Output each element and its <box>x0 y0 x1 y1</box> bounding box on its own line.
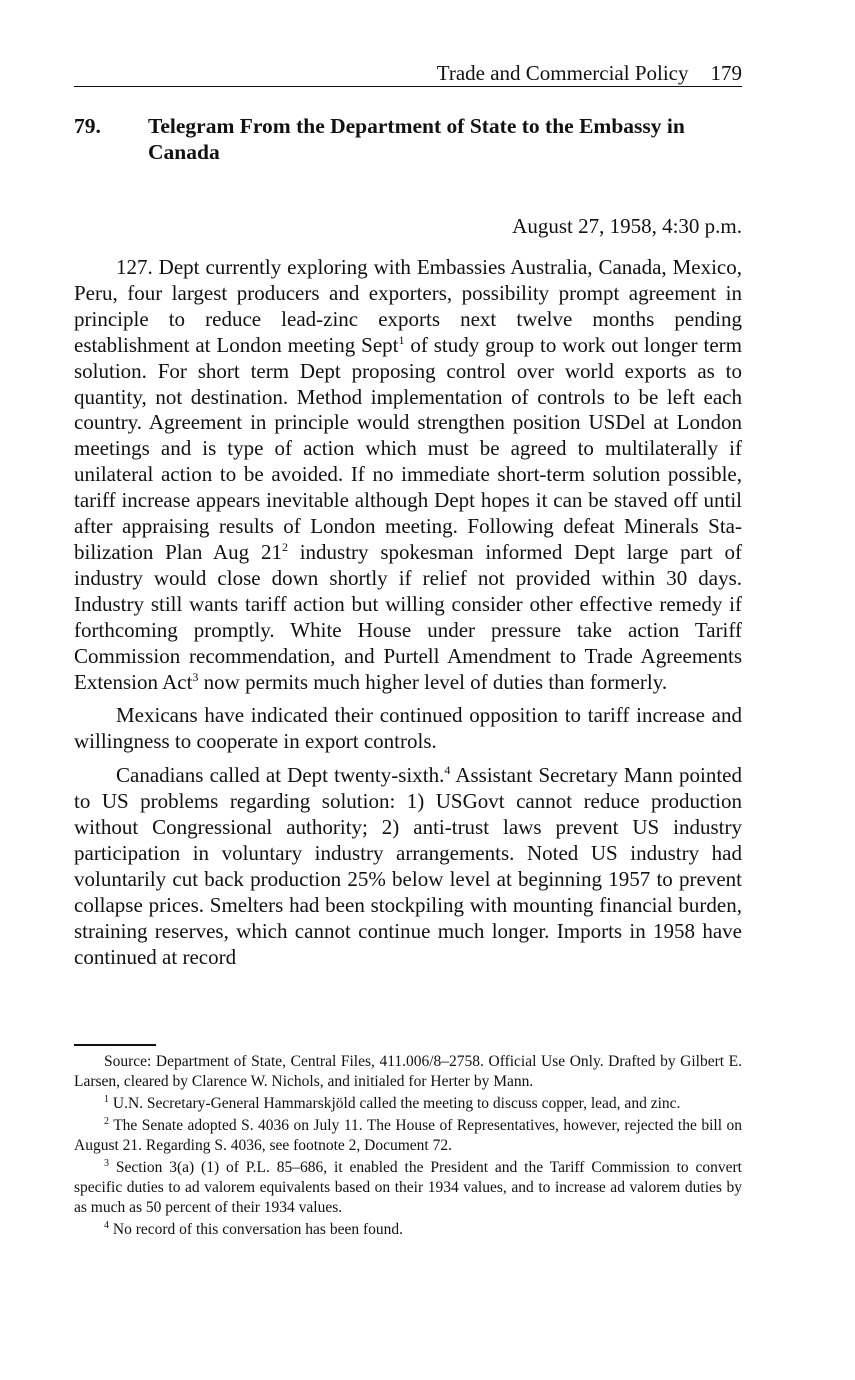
footnote-text: The Senate adopted S. 4036 on July 11. The House of Representatives, however, rejected the bill on August 21. Regarding S. 4036, see footnote 2, Document 72. <box>74 1117 742 1154</box>
footnote-text: U.N. Secretary-General Hammarskjöld called the meeting to discuss copper, lead, and zinc. <box>109 1095 681 1112</box>
footnote <box>74 1220 742 1240</box>
dateline: August 27, 1958, 4:30 p.m. <box>512 214 742 238</box>
footnote-text: No record of this conversation has been found. <box>109 1221 403 1238</box>
running-head <box>74 60 742 87</box>
footnote-ref[interactable]: 4 <box>444 763 451 778</box>
footnote <box>74 1094 742 1114</box>
footnote-ref[interactable]: 2 <box>281 539 288 554</box>
footnote-text: Section 3(a) (1) of P.L. 85–686, it enabled the President and the Tariff Commission to convert specific duties to ad valorem equivalents based on their 1934 values, and to increase ad valorem duties by as much as 50 percent of their 1934 values. <box>74 1159 742 1216</box>
footnote <box>74 1158 742 1218</box>
footnote-marker: 1 <box>104 1094 109 1105</box>
paragraph-text: industry spokesman informed Dept large part of industry would close down shortly if relief not provided within 30 days. Industry still wants tariff action but willing consider other effective remedy if forthcoming promptly. White House under pressure take action Tariff Commission recommendation, and Purtell Amendment to Trade Agreements Extension Act <box>74 539 742 694</box>
page-number: 179 <box>710 61 742 85</box>
paragraph-text: of study group to work out longer term solution. For short term Dept proposing control over world exports as to quantity, not destination. Method implementation of controls to be left each country. Agreement in principle would strengthen position USDel at London meetings and is type of action which must be agreed to multilaterally if unilateral action to be avoided. If no immediate short-term solution possible, tariff increase appears inevitable although Dept hopes it can be staved off until after appraising results of London meeting. Following defeat Minerals Stabilization Plan Aug 21 <box>74 332 742 564</box>
paragraph-text: 127. Dept currently exploring with Embassies Australia, Canada, Mexico, Peru, four largest producers and exporters, possibility prompt agreement in principle to reduce lead-zinc exports next twelve months pending establishment at London meeting Sept <box>74 255 742 357</box>
footnote-marker: 2 <box>104 1116 109 1127</box>
paragraph-text: now permits much higher level of duties than formerly. <box>198 669 668 694</box>
footnote-divider <box>74 1044 156 1046</box>
footnote-ref[interactable]: 1 <box>398 332 405 347</box>
paragraph-text: Mexicans have indicated their continued opposition to tariff increase and willingness to cooperate in export controls. <box>74 703 742 754</box>
paragraph <box>74 255 742 695</box>
footnote-marker: 4 <box>104 1220 109 1231</box>
footnote-ref[interactable]: 3 <box>192 669 199 684</box>
section-title: Trade and Commercial Policy <box>436 61 689 85</box>
source-note: Source: Department of State, Central Files, 411.006/8–2758. Official Use Only. Drafted by Gilbert E. Larsen, cleared by Clarence W. Nichols, and initialed for Herter by Mann. <box>74 1053 742 1090</box>
footnotes <box>74 1052 742 1242</box>
paragraph <box>74 703 742 755</box>
document-heading <box>74 113 742 165</box>
footnote <box>74 1116 742 1156</box>
document-title: Telegram From the Department of State to the Embassy in Canada <box>148 114 685 164</box>
document-number: 79. <box>74 114 101 138</box>
paragraph-text: Assistant Secretary Mann pointed to US problems regarding solution: 1) USGovt cannot reduce production without Congressional authority; 2) anti-trust laws prevent US industry participation in voluntary industry arrangements. Noted US industry had voluntarily cut back production 25% below level at beginning 1957 to prevent collapse prices. Smelters had been stockpiling with mounting financial burden, straining reserves, which cannot continue much longer. Imports in 1958 have continued at record <box>74 763 742 969</box>
paragraph-text: Canadians called at Dept twenty-sixth. <box>116 763 445 788</box>
footnote-marker: 3 <box>104 1158 109 1169</box>
paragraph <box>74 763 742 970</box>
telegram-body <box>74 255 742 978</box>
